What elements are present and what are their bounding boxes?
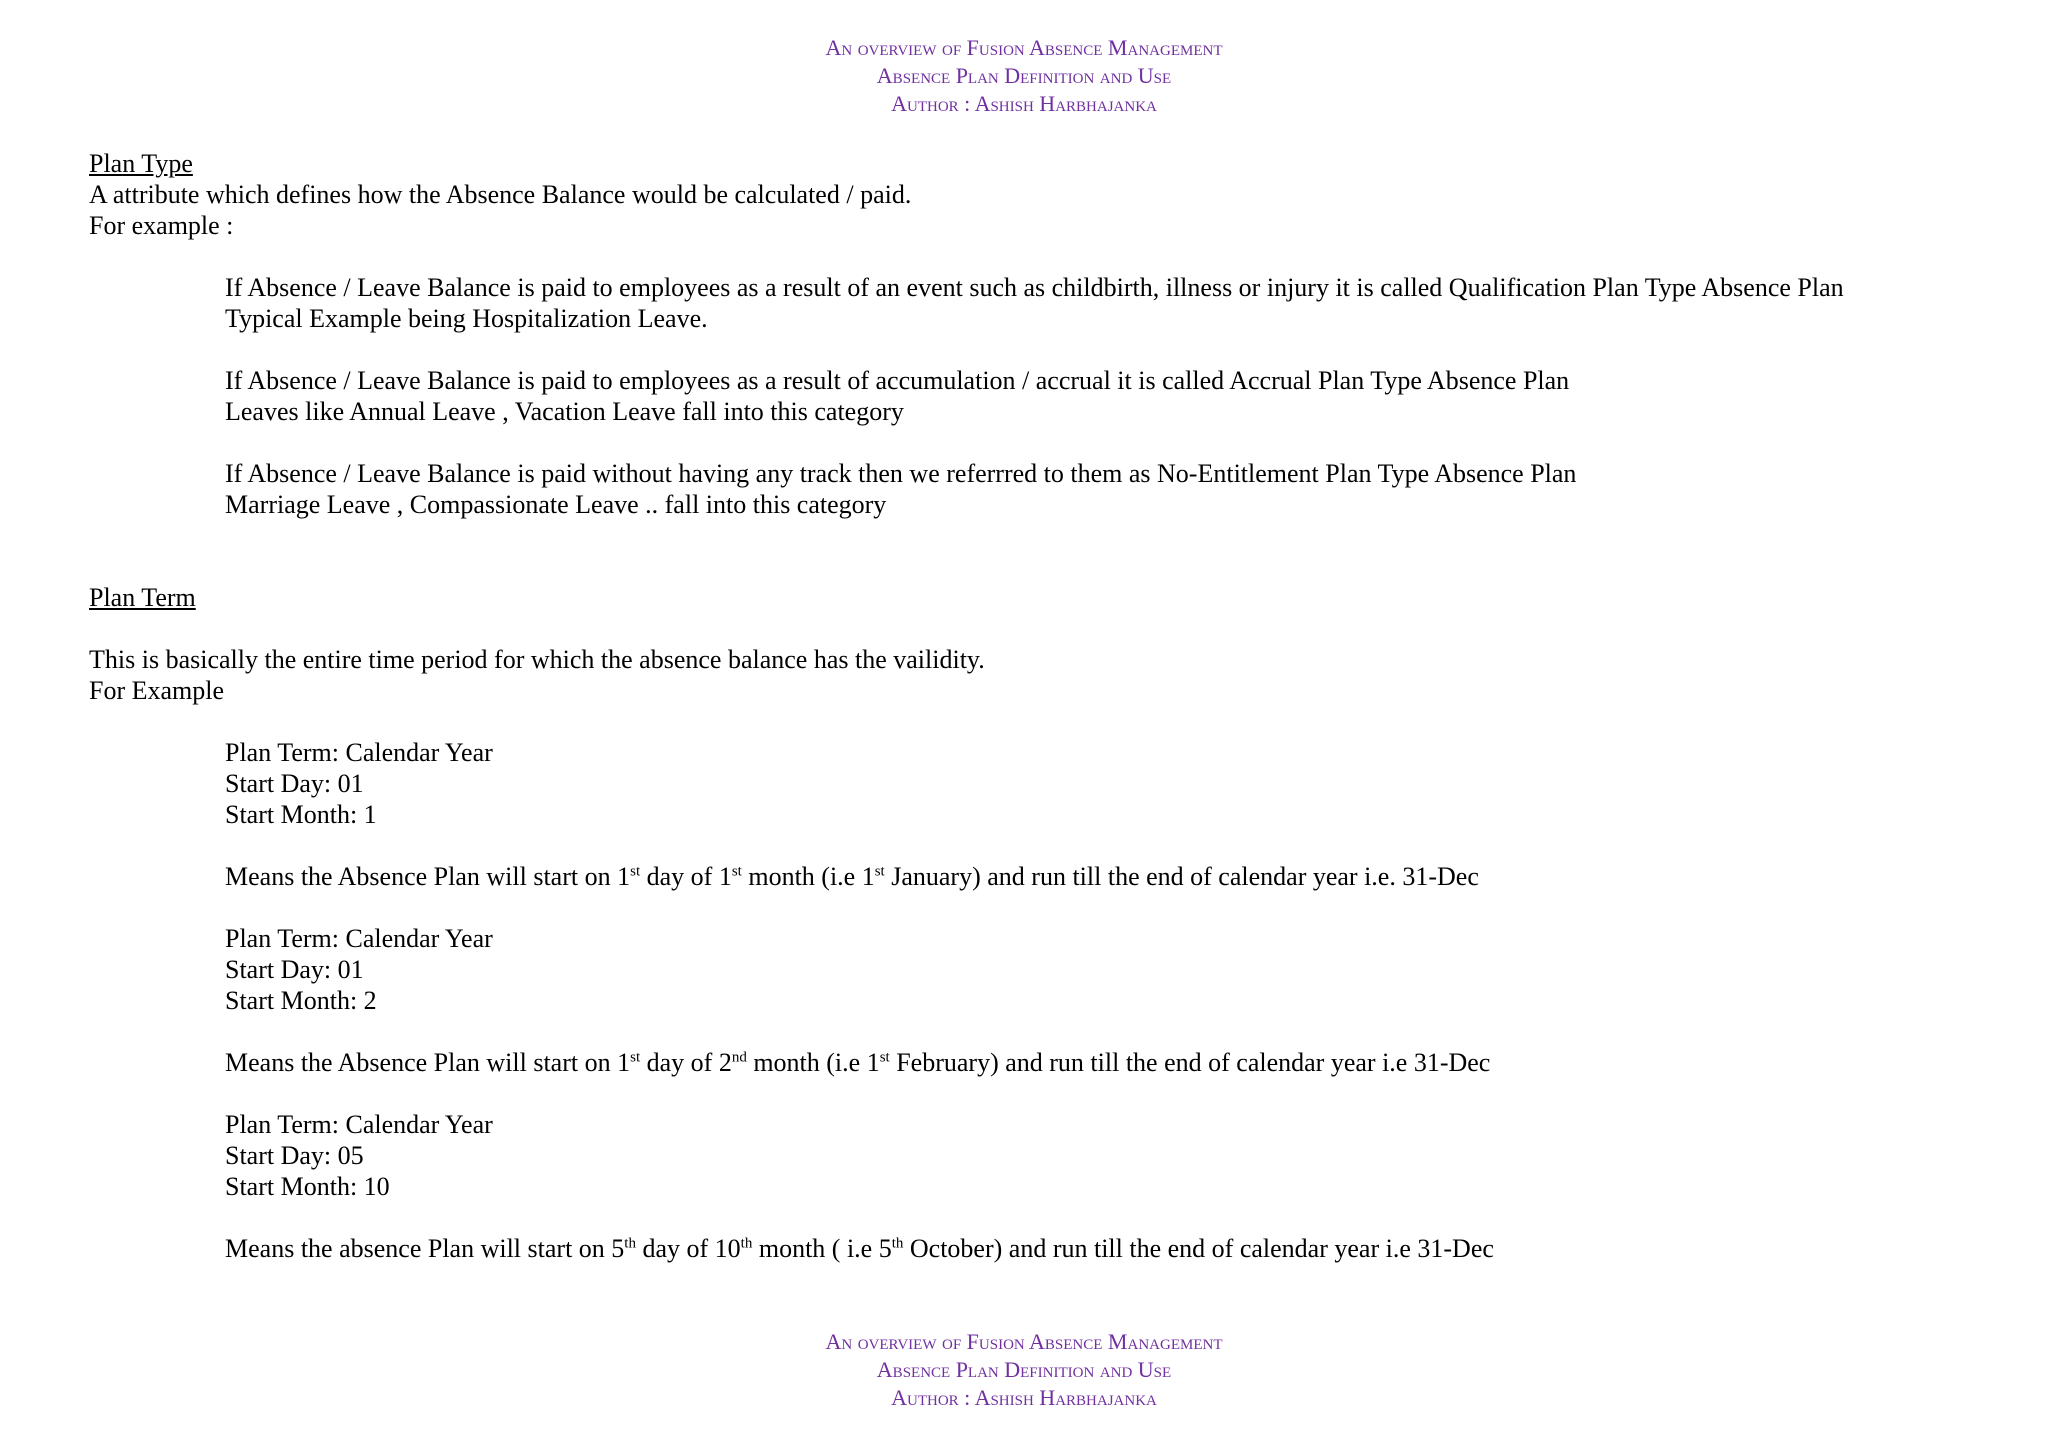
example-3-start-month: Start Month: 10 (225, 1172, 390, 1201)
plan-term-intro: This is basically the entire time period for which the absence balance has the vailidity. (89, 645, 985, 674)
plan-type-heading: Plan Type (89, 149, 193, 178)
example-1-start-month: Start Month: 1 (225, 800, 377, 829)
plan-type-item-3-line1: If Absence / Leave Balance is paid without having any track then we referrred to them as No-Entitlement Plan Type Absence Plan (225, 459, 1577, 488)
plan-type-for-example: For example : (89, 211, 234, 240)
plan-type-item-1-line2: Typical Example being Hospitalization Leave. (225, 304, 708, 333)
plan-type-item-2-line1: If Absence / Leave Balance is paid to employees as a result of accumulation / accrual it is called Accrual Plan Type Absence Plan (225, 366, 1570, 395)
footer-title: An overview of Fusion Absence Management (825, 1329, 1223, 1354)
example-3-plan-term: Plan Term: Calendar Year (225, 1110, 493, 1139)
example-3-start-day: Start Day: 05 (225, 1141, 364, 1170)
plan-term-for-example: For Example (89, 676, 225, 705)
example-2-plan-term: Plan Term: Calendar Year (225, 924, 493, 953)
plan-type-item-2-line2: Leaves like Annual Leave , Vacation Leave fall into this category (225, 397, 904, 426)
plan-term-heading: Plan Term (89, 583, 196, 612)
footer-subtitle: Absence Plan Definition and Use (876, 1357, 1172, 1382)
page-footer (0, 1328, 2048, 1412)
example-2-start-day: Start Day: 01 (225, 955, 364, 984)
header-subtitle: Absence Plan Definition and Use (876, 63, 1172, 88)
plan-type-item-3-line2: Marriage Leave , Compassionate Leave .. fall into this category (225, 490, 887, 519)
example-2-start-month: Start Month: 2 (225, 986, 377, 1015)
example-1-plan-term: Plan Term: Calendar Year (225, 738, 493, 767)
plan-type-item-1-line1: If Absence / Leave Balance is paid to employees as a result of an event such as childbirth, illness or injury it is called Qualification Plan Type Absence Plan (225, 273, 1844, 302)
example-1-start-day: Start Day: 01 (225, 769, 364, 798)
example-2-description: Means the Absence Plan will start on 1st day of 2nd month (i.e 1st February) and run till the end of calendar year i.e 31-Dec (225, 1048, 1491, 1077)
header-title: An overview of Fusion Absence Management (825, 35, 1223, 60)
page-header (0, 34, 2048, 118)
header-author: Author : Ashish Harbhajanka (891, 91, 1157, 116)
plan-type-intro: A attribute which defines how the Absence Balance would be calculated / paid. (89, 180, 912, 209)
document-body (89, 148, 2019, 1264)
example-1-description: Means the Absence Plan will start on 1st day of 1st month (i.e 1st January) and run till the end of calendar year i.e. 31-Dec (225, 862, 1479, 891)
footer-author: Author : Ashish Harbhajanka (891, 1385, 1157, 1410)
example-3-description: Means the absence Plan will start on 5th day of 10th month ( i.e 5th October) and run till the end of calendar year i.e 31-Dec (225, 1234, 1494, 1263)
